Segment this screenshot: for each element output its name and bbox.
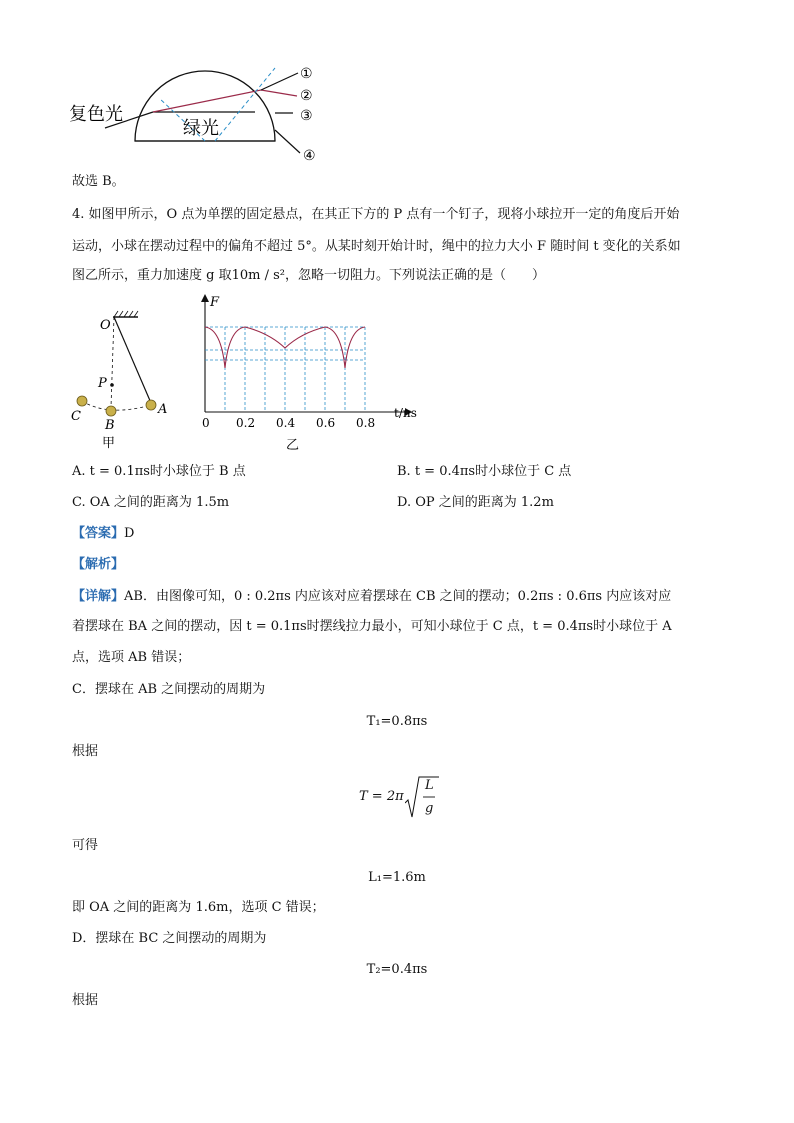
q4-line2: 运动，小球在摆动过程中的偏角不超过 5°。从某时刻开始计时，绳中的拉力大小 F 随时间 t 变化的关系如 <box>72 239 681 254</box>
ray-label-1: ① <box>300 66 313 82</box>
ball-B <box>106 406 116 416</box>
pendulum-figure <box>68 305 178 450</box>
ray-label-3: ③ <box>300 108 313 124</box>
label-A: A <box>158 402 168 417</box>
kede: 可得 <box>72 838 99 853</box>
answer-tag: 【答案】 <box>72 526 125 541</box>
eq-num: L <box>425 778 434 793</box>
eq-period-formula <box>357 773 447 823</box>
analysis-tag: 【解析】 <box>72 557 125 572</box>
option-c: C. OA 之间的距离为 1.5m <box>72 495 230 510</box>
q4-line3: 图乙所示，重力加速度 g 取10m / s²，忽略一切阻力。下列说法正确的是（ ） <box>72 268 545 283</box>
x-tick-label: 0 <box>202 416 210 430</box>
caption-yi: 乙 <box>286 438 300 453</box>
prev-answer: 故选 B。 <box>72 174 125 189</box>
option-a: A. t = 0.1πs时小球位于 B 点 <box>72 464 246 479</box>
detail-tag: 【详解】 <box>72 589 125 604</box>
refraction-figure <box>65 58 335 170</box>
label-C: C <box>71 409 81 424</box>
nail-P <box>110 383 114 387</box>
eq-lhs: T = 2π <box>359 789 404 804</box>
option-b: B. t = 0.4πs时小球位于 C 点 <box>397 464 572 479</box>
detail-text1: AB．由图像可知，0 : 0.2πs 内应该对应着摆球在 CB 之间的摆动；0.2πs : 0.6πs 内应该对应 <box>124 589 672 604</box>
ray-label-4: ④ <box>303 148 316 164</box>
eq-T2: T₂=0.4πs <box>366 962 428 977</box>
c-line: C．摆球在 AB 之间摆动的周期为 <box>72 682 266 697</box>
d-line: D．摆球在 BC 之间摆动的周期为 <box>72 931 267 946</box>
label-P: P <box>98 376 107 391</box>
force-time-chart <box>190 294 420 454</box>
x-tick-label: 0.8 <box>356 416 376 430</box>
ball-C <box>77 396 87 406</box>
eq-den: g <box>425 801 434 816</box>
genju-1: 根据 <box>72 744 99 759</box>
label-green: 绿光 <box>183 118 219 139</box>
eq-T1: T₁=0.8πs <box>366 714 428 729</box>
ball-A <box>146 400 156 410</box>
red-ray <box>153 90 261 112</box>
c-conclusion: 即 OA 之间的距离为 1.6m，选项 C 错误； <box>72 900 325 915</box>
genju-2: 根据 <box>72 993 99 1008</box>
label-light: 复色光 <box>69 104 123 125</box>
label-B: B <box>105 418 115 433</box>
caption-jia: 甲 <box>102 436 116 450</box>
y-axis-label: F <box>210 295 220 310</box>
x-tick-label: 0.6 <box>316 416 336 430</box>
label-O: O <box>100 318 111 333</box>
ray-label-2: ② <box>300 88 313 104</box>
eq-L1: L₁=1.6m <box>368 870 426 885</box>
detail-line2: 着摆球在 BA 之间的摆动，因 t = 0.1πs时摆线拉力最小，可知小球位于 C 点，t = 0.4πs时小球位于 A <box>72 619 672 634</box>
answer-line <box>72 524 134 544</box>
option-d: D. OP 之间的距离为 1.2m <box>397 495 554 510</box>
analysis-line <box>72 555 124 575</box>
pendulum-string <box>114 317 151 403</box>
detail-line1 <box>72 587 671 607</box>
x-axis-label: t/πs <box>394 406 417 420</box>
q4-line1: 4. 如图甲所示，O 点为单摆的固定悬点，在其正下方的 P 点有一个钉子，现将小球拉开一定的角度后开始 <box>72 207 680 222</box>
x-tick-label: 0.2 <box>236 416 256 430</box>
x-tick-label: 0.4 <box>276 416 296 430</box>
answer-value: D <box>124 526 135 541</box>
detail-line3: 点，选项 AB 错误； <box>72 650 191 665</box>
